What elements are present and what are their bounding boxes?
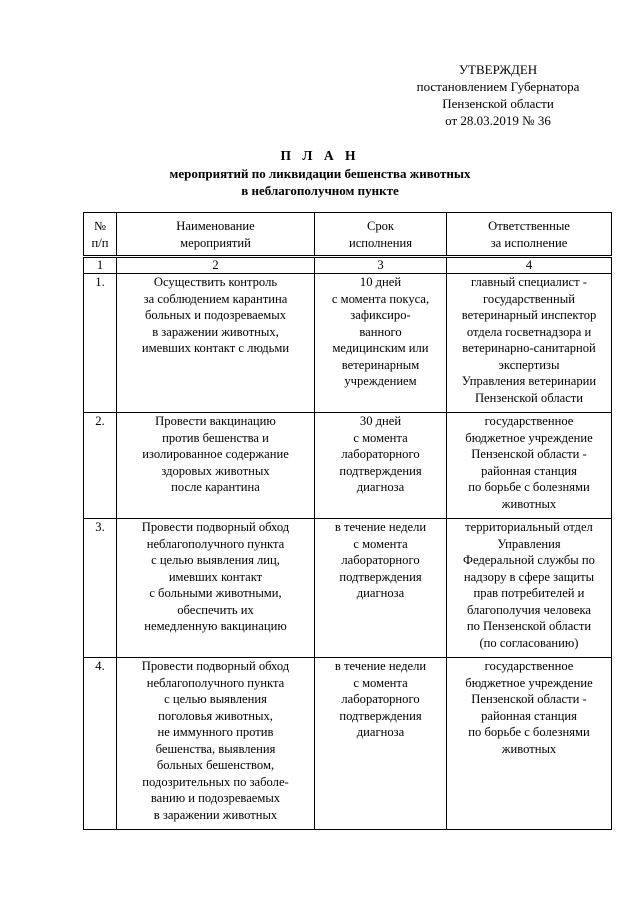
responsible-line: прав потребителей и: [473, 586, 585, 600]
responsible-line: по борьбе с болезнями: [468, 480, 590, 494]
header-text: п/п: [91, 235, 109, 250]
responsible-cell: [447, 413, 612, 519]
header-cell-term: [315, 213, 447, 257]
responsible-line: экспертизы: [498, 357, 560, 372]
action-cell: [117, 413, 315, 519]
action-line: Провести подворный обход: [141, 520, 290, 534]
action-line: в заражении животных: [153, 807, 278, 822]
term-line: с момента: [353, 675, 408, 690]
term-line: диагноза: [356, 480, 405, 494]
term-cell: [315, 274, 447, 413]
responsible-line: надзору в сфере защиты: [463, 569, 595, 584]
action-line: бешенства, выявления: [155, 741, 276, 756]
plan-heading: П Л А Н: [280, 148, 360, 163]
action-line: с больными животными,: [149, 586, 282, 600]
title-line: в неблагополучном пункте: [241, 183, 399, 198]
responsible-line: (по согласованию): [479, 635, 579, 650]
header-text: Ответственные: [488, 219, 570, 233]
responsible-line: бюджетное учреждение: [465, 430, 593, 445]
action-line: неблагополучного пункта: [146, 675, 285, 690]
responsible-line: животных: [501, 496, 557, 511]
table-row: [84, 274, 612, 413]
responsible-cell: [447, 274, 612, 413]
term-line: 30 дней: [359, 414, 402, 428]
action-line: здоровых животных: [161, 463, 270, 478]
term-line: учреждением: [344, 374, 417, 388]
header-text: за исполнение: [490, 235, 568, 250]
header-cell-responsible: [447, 213, 612, 257]
responsible-line: отдела госветнадзора и: [466, 324, 592, 339]
action-line: больных и подозреваемых: [144, 308, 287, 322]
action-line: Провести вакцинацию: [155, 414, 276, 428]
responsible-line: Федеральной службы по: [463, 553, 595, 567]
header-text: №: [93, 219, 107, 233]
responsible-cell: [447, 658, 612, 830]
action-cell: [117, 658, 315, 830]
responsible-line: по борьбе с болезнями: [468, 725, 590, 739]
action-line: неблагополучного пункта: [146, 536, 285, 551]
row-number-cell: 3.: [84, 519, 117, 658]
term-line: зафиксиро-: [350, 308, 411, 322]
term-line: диагноза: [356, 725, 405, 739]
term-line: подтверждения: [339, 463, 422, 478]
term-line: подтверждения: [339, 569, 422, 584]
term-cell: [315, 519, 447, 658]
term-line: в течение недели: [334, 520, 427, 534]
action-cell: [117, 519, 315, 658]
approval-line: от 28.03.2019 № 36: [445, 113, 551, 128]
term-line: лабораторного: [341, 553, 420, 567]
responsible-line: районная станция: [481, 463, 577, 478]
term-line: ванного: [359, 324, 402, 339]
action-line: обеспечить их: [177, 602, 254, 617]
header-text: Наименование: [176, 219, 255, 233]
row-number-cell: 4.: [84, 658, 117, 830]
action-line: имевших контакт: [168, 569, 263, 584]
responsible-line: бюджетное учреждение: [465, 675, 593, 690]
header-row: [84, 213, 612, 257]
header-text: исполнения: [348, 235, 413, 250]
header-text: Срок: [366, 219, 395, 233]
column-index-row: [84, 257, 612, 274]
action-line: ванию и подозреваемых: [150, 791, 281, 805]
approval-line: Пензенской области: [442, 96, 554, 111]
action-line: немедленную вакцинацию: [144, 619, 287, 633]
responsible-line: Пензенской области -: [471, 692, 587, 706]
responsible-cell: [447, 519, 612, 658]
action-line: не иммунного против: [157, 725, 274, 739]
responsible-line: государственное: [484, 659, 574, 673]
term-line: лабораторного: [341, 447, 420, 461]
action-line: изолированное содержание: [142, 447, 289, 461]
responsible-line: ветеринарный инспектор: [461, 308, 597, 322]
term-line: подтверждения: [339, 708, 422, 723]
responsible-line: животных: [501, 741, 557, 756]
action-cell: [117, 274, 315, 413]
term-line: ветеринарным: [341, 357, 420, 372]
responsible-line: районная станция: [481, 708, 577, 723]
responsible-line: по Пензенской области: [466, 619, 592, 633]
approval-line: УТВЕРЖДЕН: [458, 62, 538, 77]
action-line: больных бешенством,: [156, 758, 275, 772]
table-row: [84, 413, 612, 519]
action-line: за соблюдением карантина: [143, 291, 288, 306]
responsible-line: главный специалист -: [471, 275, 587, 289]
responsible-line: Пензенской области -: [471, 447, 587, 461]
header-text: мероприятий: [180, 235, 251, 250]
term-line: медицинским или: [332, 341, 429, 355]
action-line: имевших контакт с людьми: [141, 341, 290, 355]
action-line: Провести подворный обход: [141, 659, 290, 673]
document-title: [80, 147, 560, 199]
responsible-line: ветеринарно-санитарной: [462, 341, 596, 355]
row-number-cell: 1.: [84, 274, 117, 413]
term-line: лабораторного: [341, 692, 420, 706]
header-cell-number: [84, 213, 117, 257]
responsible-line: государственный: [483, 291, 575, 306]
action-line: в заражении животных,: [152, 324, 279, 339]
action-line: с целью выявления: [164, 692, 267, 706]
responsible-line: Управления: [497, 536, 561, 551]
column-index-cell: 4: [447, 257, 612, 274]
action-line: с целью выявления лиц,: [151, 553, 280, 567]
plan-table: [83, 212, 612, 830]
table-row: [84, 658, 612, 830]
term-cell: [315, 658, 447, 830]
term-line: в течение недели: [334, 659, 427, 673]
responsible-line: Управления ветеринарии: [461, 374, 597, 388]
row-number-cell: 2.: [84, 413, 117, 519]
responsible-line: благополучия человека: [466, 602, 592, 617]
header-cell-action: [117, 213, 315, 257]
responsible-line: государственное: [484, 414, 574, 428]
action-line: подозрительных по заболе-: [142, 774, 289, 789]
title-line: мероприятий по ликвидации бешенства животных: [169, 166, 471, 181]
term-cell: [315, 413, 447, 519]
table-row: [84, 519, 612, 658]
approval-stamp: [388, 61, 608, 129]
action-line: против бешенства и: [162, 430, 269, 445]
approval-line: постановлением Губернатора: [416, 79, 580, 94]
term-line: с момента: [353, 430, 408, 445]
column-index-cell: 2: [117, 257, 315, 274]
responsible-line: Пензенской области: [474, 390, 584, 405]
column-index-cell: 1: [84, 257, 117, 274]
term-line: с момента: [353, 536, 408, 551]
responsible-line: территориальный отдел: [465, 520, 593, 534]
action-line: поголовья животных,: [158, 708, 273, 723]
action-line: после карантина: [171, 480, 260, 494]
column-index-cell: 3: [315, 257, 447, 274]
term-line: 10 дней: [359, 275, 402, 289]
term-line: с момента покуса,: [331, 291, 430, 306]
action-line: Осуществить контроль: [153, 275, 278, 289]
term-line: диагноза: [356, 586, 405, 600]
